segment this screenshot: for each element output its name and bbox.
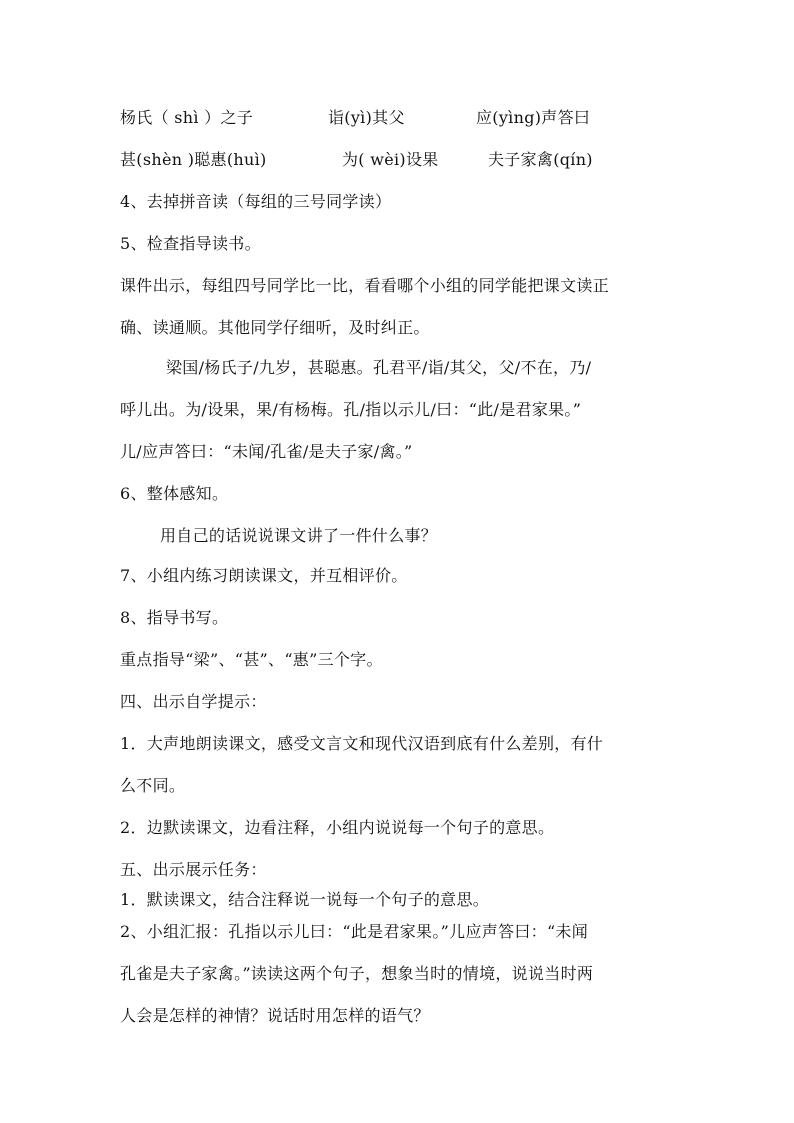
step-5: 5、检查指导读书。 xyxy=(120,234,261,253)
step-8-detail: 重点指导“梁”、“甚”、“惠”三个字。 xyxy=(120,650,383,669)
pinyin-phrase: 为( wèi)设果 xyxy=(342,150,439,169)
task-2-line-1: 2、小组汇报：孔指以示儿曰：“此是君家果。”儿应声答曰：“未闻 xyxy=(120,922,589,941)
step-8: 8、指导书写。 xyxy=(120,608,229,627)
pinyin-phrase: 诣(yì)其父 xyxy=(328,108,405,127)
text-line-2: 呼儿出。为/设果，果/有杨梅。孔/指以示儿/曰：“此/是君家果。” xyxy=(120,400,582,419)
pinyin-phrase: 甚(shèn )聪惠(huì) xyxy=(120,150,267,169)
step-6-question: 用自己的话说说课文讲了一件什么事？ xyxy=(160,526,438,545)
task-1: 1．默读课文，结合注释说一说每一个句子的意思。 xyxy=(120,890,490,909)
task-2-line-3: 人会是怎样的神情？说话时用怎样的语气？ xyxy=(120,1006,430,1025)
pinyin-phrase: 杨氏（ shì ）之子 xyxy=(120,108,254,127)
text-line-1: 梁国/杨氏子/九岁，甚聪惠。孔君平/诣/其父，父/不在，乃/ xyxy=(166,358,592,377)
pinyin-phrase: 应(yìng)声答曰 xyxy=(476,108,591,127)
tip-1-line-2: 么不同。 xyxy=(120,776,186,795)
section-4-heading: 四、出示自学提示： xyxy=(120,692,267,711)
task-2-line-2: 孔雀是夫子家禽。”读读这两个句子，想象当时的情境，说说当时两 xyxy=(120,964,594,983)
section-5-heading: 五、出示展示任务： xyxy=(120,860,267,879)
text-line-3: 儿/应声答曰：“未闻/孔雀/是夫子家/禽。” xyxy=(120,442,413,461)
step-7: 7、小组内练习朗读课文，并互相评价。 xyxy=(120,566,408,585)
tip-2: 2．边默读课文，边看注释，小组内说说每一个句子的意思。 xyxy=(120,818,555,837)
tip-1-line-1: 1．大声地朗读课文，感受文言文和现代汉语到底有什么差别，有什 xyxy=(120,734,604,753)
step-6: 6、整体感知。 xyxy=(120,484,229,503)
step-4: 4、去掉拼音读（每组的三号同学读） xyxy=(120,192,392,211)
courseware-line-1: 课件出示，每组四号同学比一比，看看哪个小组的同学能把课文读正 xyxy=(120,276,610,295)
courseware-line-2: 确、读通顺。其他同学仔细听，及时纠正。 xyxy=(120,318,430,337)
pinyin-phrase: 夫子家禽(qín) xyxy=(488,150,593,169)
